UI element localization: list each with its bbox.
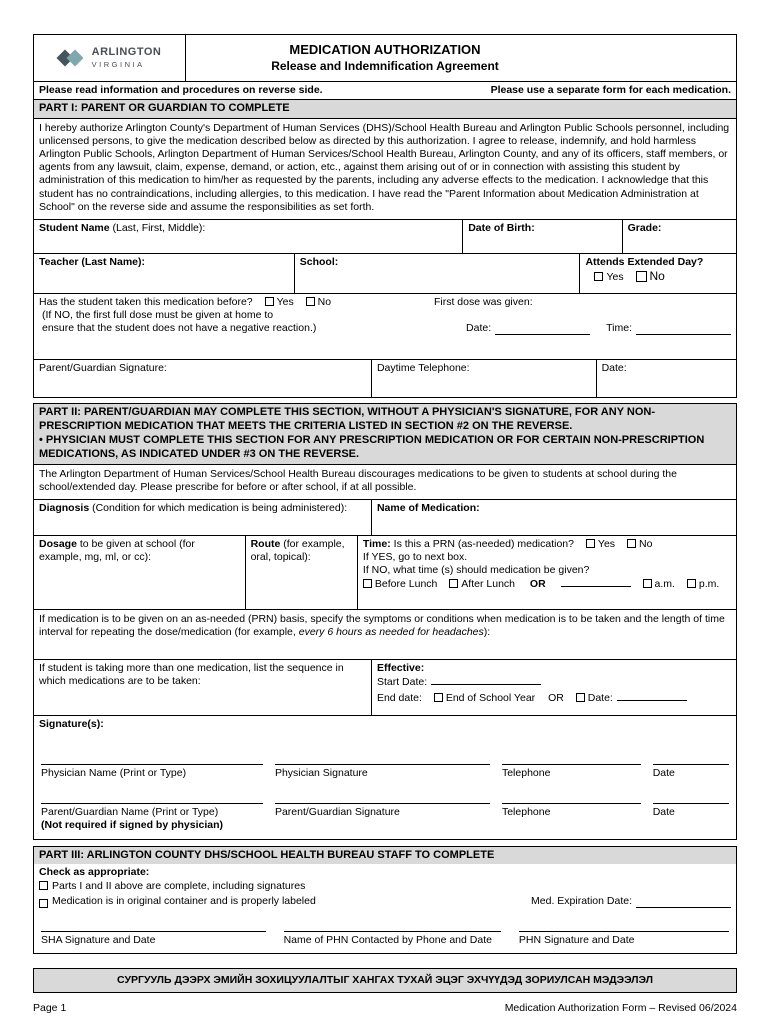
end-date-date-label: Date: — [587, 692, 613, 705]
physician-signature-label: Physician Signature — [274, 767, 368, 780]
taken-before-no-checkbox[interactable] — [306, 297, 315, 306]
taken-before-yes-checkbox[interactable] — [265, 297, 274, 306]
taken-before-note-2: ensure that the student does not have a negative reaction.) — [42, 322, 317, 334]
medication-name-label: Name of Medication: — [376, 502, 480, 514]
instruction-left: Please read information and procedures on reverse side. — [39, 84, 323, 96]
form-header — [34, 35, 736, 81]
first-dose-label: First dose was given: — [433, 295, 533, 308]
physician-telephone-column — [502, 755, 641, 780]
part2-title-line-1: PART II: PARENT/GUARDIAN MAY COMPLETE THIS SECTION, WITHOUT A PHYSICIAN'S SIGNATURE, FOR ANY NON-PRESCRIPTION MEDICATION THAT MEETS THE CRITERIA LISTED IN SECTION #2 ON THE REVERSE. — [39, 405, 655, 432]
start-date-blank[interactable] — [431, 675, 541, 685]
taken-before-line — [39, 296, 731, 309]
student-name-label: Student Name — [39, 221, 110, 234]
before-lunch-label: Before Lunch — [374, 578, 438, 591]
arlington-logo-icon — [58, 46, 84, 70]
parent-date-line[interactable] — [653, 794, 729, 804]
check-as-appropriate-label: Check as appropriate: — [39, 866, 150, 879]
parts-complete-checkbox[interactable] — [39, 881, 48, 890]
logo-name: ARLINGTON — [91, 46, 162, 59]
prn-details-example: every 6 hours as needed for headaches — [298, 626, 484, 639]
prn-details-text: If medication is to be given on an as-needed (PRN) basis, specify the symptoms or conditions when medication is to be taken and the length of time interval for repeating the dose/medication (for example, — [39, 613, 725, 639]
signature-date-label: Date: — [601, 361, 627, 374]
am-checkbox[interactable] — [643, 579, 652, 588]
instructions-row — [34, 81, 736, 99]
or-label: OR — [529, 578, 546, 591]
part3-body — [34, 864, 736, 953]
signatures-row — [34, 715, 736, 839]
extended-day-yes-label: Yes — [606, 270, 624, 283]
sha-signature-label: SHA Signature and Date — [41, 933, 156, 946]
effective-label: Effective: — [376, 662, 425, 674]
dosage-label-detail: to be given at school (for example, mg, ml, or cc): — [39, 538, 195, 564]
arlington-logo — [34, 35, 186, 81]
parent-name-label: Parent/Guardian Name (Print or Type) — [41, 806, 219, 819]
physician-telephone-line[interactable] — [502, 755, 641, 765]
parent-name-signature-line[interactable] — [41, 794, 263, 804]
first-dose-date-blank[interactable] — [495, 325, 590, 335]
physician-date-label: Date — [652, 767, 675, 780]
parent-name-column — [41, 794, 263, 832]
physician-name-signature-line[interactable] — [41, 755, 263, 765]
mongolian-banner: СУРГУУЛЬ ДЭЭРХ ЭМИЙН ЗОХИЦУУЛАЛТЫГ ХАНГАХ ТУХАЙ ЭЦЭГ ЭХЧҮҮДЭД ЗОРИУЛСАН МЭДЭЭЛЭЛ — [33, 968, 737, 993]
medication-before-row — [34, 293, 736, 359]
phn-signature-column — [519, 922, 729, 947]
parent-telephone-line[interactable] — [502, 794, 641, 804]
physician-telephone-label: Telephone — [501, 767, 551, 780]
part2-block — [33, 403, 737, 840]
prn-question: Is this a PRN (as-needed) medication? — [390, 538, 574, 550]
parent-date-label: Date — [652, 806, 675, 819]
physician-name-label: Physician Name (Print or Type) — [41, 767, 187, 780]
extended-day-no-label: No — [649, 268, 665, 283]
first-dose-date-label: Date: — [466, 322, 492, 334]
teacher-label: Teacher (Last Name): — [39, 255, 146, 268]
extended-day-yes-checkbox[interactable] — [594, 272, 603, 281]
before-lunch-checkbox[interactable] — [363, 579, 372, 588]
physician-date-column — [653, 755, 729, 780]
diagnosis-label: Diagnosis — [39, 502, 90, 514]
extended-day-label: Attends Extended Day? — [585, 255, 704, 268]
route-field[interactable] — [245, 536, 357, 609]
signatures-section — [34, 716, 736, 839]
parent-signature-column — [275, 794, 490, 832]
parent-date-column — [653, 794, 729, 832]
parent-signature-line-row — [39, 794, 731, 832]
original-container-line — [39, 895, 731, 908]
pm-label: p.m. — [698, 578, 720, 591]
med-expiration-blank[interactable] — [636, 898, 731, 908]
sha-signature-line[interactable] — [41, 922, 266, 932]
am-label: a.m. — [654, 578, 675, 591]
student-name-label-detail: (Last, First, Middle): — [109, 221, 206, 234]
sequence-label: If student is taking more than one medication, list the sequence in which medications are to be taken: — [39, 662, 344, 688]
prn-no-label: No — [638, 538, 653, 550]
form-title: MEDICATION AUTHORIZATION — [289, 42, 481, 58]
parent-telephone-column — [502, 794, 641, 832]
phn-signature-line[interactable] — [519, 922, 729, 932]
end-or-label: OR — [548, 692, 564, 705]
phn-contact-line[interactable] — [284, 922, 501, 932]
prn-details-field[interactable] — [34, 610, 736, 659]
physician-signature-line[interactable] — [275, 755, 490, 765]
date-of-birth-label: Date of Birth: — [468, 221, 535, 234]
time-blank[interactable] — [561, 577, 631, 587]
parent-telephone-label: Telephone — [501, 806, 551, 819]
end-date-blank[interactable] — [617, 691, 687, 701]
med-expiration-label: Med. Expiration Date: — [531, 894, 632, 907]
diagnosis-label-detail: (Condition for which medication is being administered): — [89, 502, 348, 514]
first-dose-time-blank[interactable] — [636, 325, 731, 335]
part1-header: PART I: PARENT OR GUARDIAN TO COMPLETE — [34, 99, 736, 118]
date-of-birth-field[interactable] — [462, 220, 621, 253]
original-container-label: Medication is in original container and is properly labeled — [52, 894, 316, 907]
physician-signature-line-row — [39, 755, 731, 780]
parent-signature-line[interactable] — [275, 794, 490, 804]
taken-before-yes-label: Yes — [276, 295, 294, 308]
pm-checkbox[interactable] — [687, 579, 696, 588]
if-no-note: If NO, what time (s) should medication be given? — [362, 564, 590, 577]
grade-label: Grade: — [627, 221, 662, 234]
parent-name-note: (Not required if signed by physician) — [41, 819, 224, 832]
end-of-school-year-label: End of School Year — [445, 692, 536, 705]
effective-dates-field[interactable] — [371, 660, 736, 715]
phn-contact-label: Name of PHN Contacted by Phone and Date — [283, 933, 492, 946]
time-label: Time: — [362, 538, 391, 550]
dosage-label: Dosage — [39, 538, 77, 550]
revision-note: Medication Authorization Form – Revised 06/2024 — [504, 1001, 737, 1014]
teacher-field[interactable] — [34, 254, 294, 293]
authorization-paragraph: I hereby authorize Arlington County's Department of Human Services (DHS)/School Health Bureau and Arlington Public Schools personnel, including unlicensed persons, to give the medication described below as directed by this authorization. I agree to release, indemnify, and hold harmless Arlington Public Schools, Arlington Department of Human Services/School Health Bureau, Arlington County, and any of its officers, staff members, or agents from any lawsuit, claim, expense, demand, or action, etc., against them arising out of or in connection with assisting this student by administration of this medication to him/her as requested by the parents, including any adverse effects to the medication. I acknowledge that this student has no contraindications, including allergies, to this medication. I have read the "Parent Information about Medication Administration at School" on the reverse side and assume the responsibilities as set forth. — [39, 121, 730, 213]
first-dose-time-label: Time: — [606, 322, 632, 334]
school-field[interactable] — [294, 254, 580, 293]
after-lunch-checkbox[interactable] — [449, 579, 458, 588]
if-yes-note: If YES, go to next box. — [362, 551, 468, 564]
student-name-field[interactable] — [34, 220, 462, 253]
logo-subtitle: VIRGINIA — [91, 60, 145, 70]
diagnosis-field[interactable] — [34, 500, 371, 535]
instruction-right: Please use a separate form for each medication. — [490, 84, 731, 96]
parent-signature-row — [34, 359, 736, 397]
signatures-title: Signature(s): — [39, 718, 104, 730]
taken-before-note-1: (If NO, the first full dose must be given at home to — [42, 308, 274, 321]
prn-no-checkbox[interactable] — [627, 539, 636, 548]
start-date-line — [377, 675, 731, 689]
discourage-paragraph: The Arlington Department of Human Services/School Health Bureau discourages medications to be given to students at school during the school/extended day. Please prescribe for before or after school, if at all possible. — [39, 467, 677, 493]
school-label: School: — [299, 255, 339, 268]
taken-before-question: Has the student taken this medication before? — [39, 295, 253, 308]
end-date-label: End date: — [376, 692, 422, 705]
sequence-row — [34, 659, 736, 715]
student-name-row — [34, 219, 736, 253]
prn-details-end: ): — [483, 626, 491, 639]
part2-title-line-2: • PHYSICIAN MUST COMPLETE THIS SECTION FOR ANY PRESCRIPTION MEDICATION OR FOR CERTAIN NON-PRESCRIPTION MEDICATIONS, AS INDICATED UNDER #3 ON THE REVERSE. — [39, 434, 705, 460]
start-date-label: Start Date: — [376, 676, 428, 689]
parent-guardian-signature-field[interactable] — [34, 360, 371, 397]
extended-day-field[interactable] — [579, 254, 736, 293]
sha-signature-column — [41, 922, 266, 947]
physician-signature-column — [275, 755, 490, 780]
diagnosis-row — [34, 499, 736, 535]
prn-yes-checkbox[interactable] — [586, 539, 595, 548]
extended-day-no-checkbox[interactable] — [636, 271, 647, 282]
time-field[interactable] — [357, 536, 736, 609]
route-label: Route — [250, 538, 281, 550]
parts-complete-line — [39, 880, 731, 893]
page-footer — [33, 1002, 737, 1015]
taken-before-note-2-line — [39, 322, 731, 335]
part1-block — [33, 34, 737, 398]
sequence-field[interactable] — [34, 660, 371, 715]
part3-block — [33, 846, 737, 954]
parent-guardian-signature-label: Parent/Guardian Signature: — [39, 361, 167, 374]
original-container-checkbox[interactable] — [39, 899, 48, 908]
end-of-school-year-checkbox[interactable] — [434, 693, 443, 702]
medication-name-field[interactable] — [371, 500, 736, 535]
physician-name-column — [41, 755, 263, 780]
phn-signature-label: PHN Signature and Date — [518, 933, 635, 946]
arlington-logo-text — [92, 46, 162, 69]
parts-complete-label: Parts I and II above are complete, including signatures — [52, 880, 306, 893]
end-date-line — [377, 691, 731, 705]
part3-signature-line-row — [39, 922, 731, 947]
grade-field[interactable] — [622, 220, 736, 253]
teacher-row — [34, 253, 736, 293]
prn-yes-label: Yes — [597, 538, 616, 550]
daytime-telephone-label: Daytime Telephone: — [376, 361, 470, 374]
prn-question-line — [363, 538, 731, 551]
extended-day-options — [585, 269, 731, 284]
time-options-line — [363, 577, 731, 591]
medication-before-field[interactable] — [34, 294, 736, 359]
parent-signature-label: Parent/Guardian Signature — [274, 806, 400, 819]
dosage-row — [34, 535, 736, 609]
phn-contact-column — [284, 922, 501, 947]
form-subtitle: Release and Indemnification Agreement — [271, 58, 499, 73]
page-number: Page 1 — [33, 1001, 67, 1014]
dosage-field[interactable] — [34, 536, 245, 609]
after-lunch-label: After Lunch — [461, 578, 515, 591]
route-label-detail: (for example, oral, topical): — [250, 538, 345, 564]
end-date-checkbox[interactable] — [576, 693, 585, 702]
daytime-telephone-field[interactable] — [371, 360, 596, 397]
physician-date-line[interactable] — [653, 755, 729, 765]
prn-details-row — [34, 609, 736, 659]
signature-date-field[interactable] — [596, 360, 736, 397]
part3-header: PART III: ARLINGTON COUNTY DHS/SCHOOL HEALTH BUREAU STAFF TO COMPLETE — [34, 847, 736, 865]
part2-header — [34, 404, 736, 464]
taken-before-no-label: No — [317, 295, 332, 308]
